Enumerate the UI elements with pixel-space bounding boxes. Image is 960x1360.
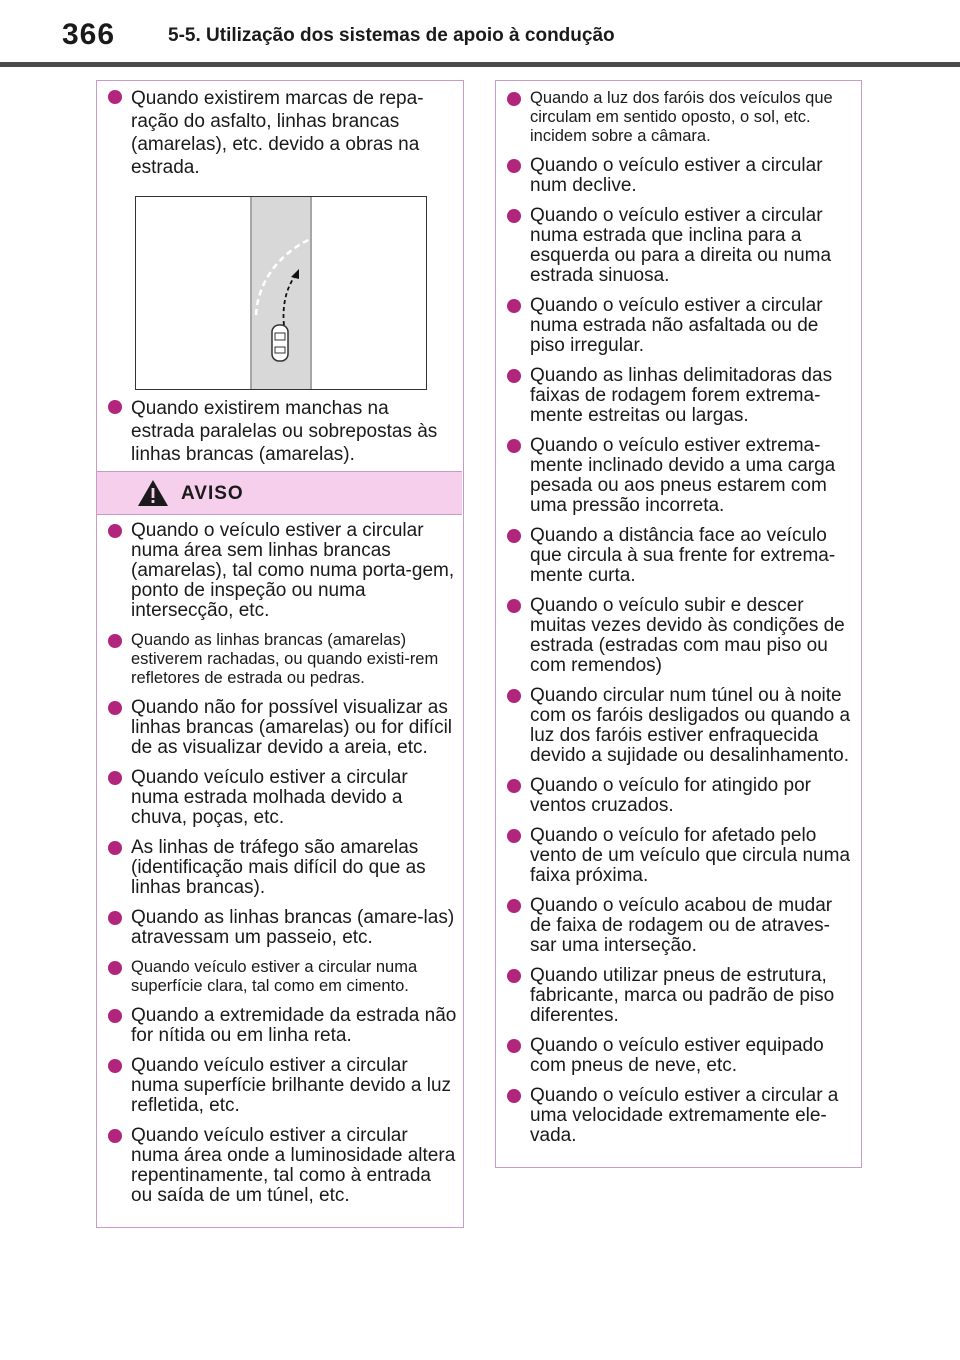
list-item: Quando circular num túnel ou à noite com os faróis desligados ou quando a luz dos faróis estiver enfraquecida devido a sujidade ou desalinhamento. — [504, 686, 856, 766]
header-divider — [0, 62, 960, 67]
road-diagram-icon — [136, 197, 426, 389]
list-item: Quando utilizar pneus de estrutura, fabricante, marca ou padrão de piso diferentes. — [504, 966, 856, 1026]
section-title: 5-5. Utilização dos sistemas de apoio à condução — [168, 25, 615, 46]
lane-illustration — [135, 196, 427, 390]
page-header — [0, 0, 960, 62]
list-item: Quando o veículo for afetado pelo vento de um veículo que circula numa faixa próxima. — [504, 826, 856, 886]
warning-label: AVISO — [181, 483, 244, 504]
list-item: Quando o veículo for atingido por ventos cruzados. — [504, 776, 856, 816]
list-item: Quando veículo estiver a circular numa estrada molhada devido a chuva, poças, etc. — [105, 768, 457, 828]
list-item: Quando o veículo estiver equipado com pneus de neve, etc. — [504, 1036, 856, 1076]
left-middle-list — [105, 397, 455, 476]
list-item: Quando não for possível visualizar as linhas brancas (amarelas) ou for difícil de as visualizar devido a areia, etc. — [105, 698, 457, 758]
list-item: Quando veículo estiver a circular numa superfície brilhante devido a luz refletida, etc. — [105, 1056, 457, 1116]
list-item: Quando o veículo estiver a circular numa área sem linhas brancas (amarelas), tal como numa porta-gem, ponto de inspeção ou numa intersecção, etc. — [105, 521, 457, 621]
list-item: Quando a extremidade da estrada não for nítida ou em linha reta. — [105, 1006, 457, 1046]
list-item: Quando o veículo estiver a circular num declive. — [504, 156, 856, 196]
warning-banner — [97, 471, 462, 515]
list-item: Quando as linhas brancas (amarelas) estiverem rachadas, ou quando existi-rem refletores de estrada ou pedras. — [105, 631, 457, 688]
list-item: Quando veículo estiver a circular numa superfície clara, tal como em cimento. — [105, 958, 457, 996]
list-item: Quando veículo estiver a circular numa área onde a luminosidade altera repentinamente, tal como à entrada ou saída de um túnel, etc. — [105, 1126, 457, 1206]
list-item: Quando o veículo estiver a circular numa estrada que inclina para a esquerda ou para a direita ou numa estrada sinuosa. — [504, 206, 856, 286]
list-item: Quando existirem manchas na estrada paralelas ou sobrepostas às linhas brancas (amarelas). — [105, 397, 455, 466]
list-item: As linhas de tráfego são amarelas (identificação mais difícil do que as linhas brancas). — [105, 838, 457, 898]
page-number: 366 — [62, 18, 116, 51]
left-column-box — [96, 80, 464, 1228]
list-item: Quando o veículo estiver extrema-mente inclinado devido a uma carga pesada ou aos pneus estarem com uma pressão incorreta. — [504, 436, 856, 516]
warning-triangle-icon — [137, 479, 169, 507]
right-list — [504, 89, 856, 1156]
left-bottom-list — [105, 521, 457, 1216]
list-item: Quando o veículo estiver a circular numa estrada não asfaltada ou de piso irregular. — [504, 296, 856, 356]
list-item: Quando o veículo estiver a circular a uma velocidade extremamente ele-vada. — [504, 1086, 856, 1146]
list-item: Quando as linhas brancas (amare-las) atravessam um passeio, etc. — [105, 908, 457, 948]
list-item: Quando a distância face ao veículo que circula à sua frente for extrema-mente curta. — [504, 526, 856, 586]
list-item: Quando o veículo acabou de mudar de faixa de rodagem ou de atraves-sar uma interseção. — [504, 896, 856, 956]
right-column-box — [495, 80, 862, 1168]
list-item: Quando existirem marcas de repa-ração do asfalto, linhas brancas (amarelas), etc. devido a obras na estrada. — [105, 87, 455, 179]
left-top-list — [105, 87, 455, 189]
list-item: Quando a luz dos faróis dos veículos que circulam em sentido oposto, o sol, etc. incidem sobre a câmara. — [504, 89, 856, 146]
list-item: Quando as linhas delimitadoras das faixas de rodagem forem extrema-mente estreitas ou largas. — [504, 366, 856, 426]
list-item: Quando o veículo subir e descer muitas vezes devido às condições de estrada (estradas com mau piso ou com remendos) — [504, 596, 856, 676]
